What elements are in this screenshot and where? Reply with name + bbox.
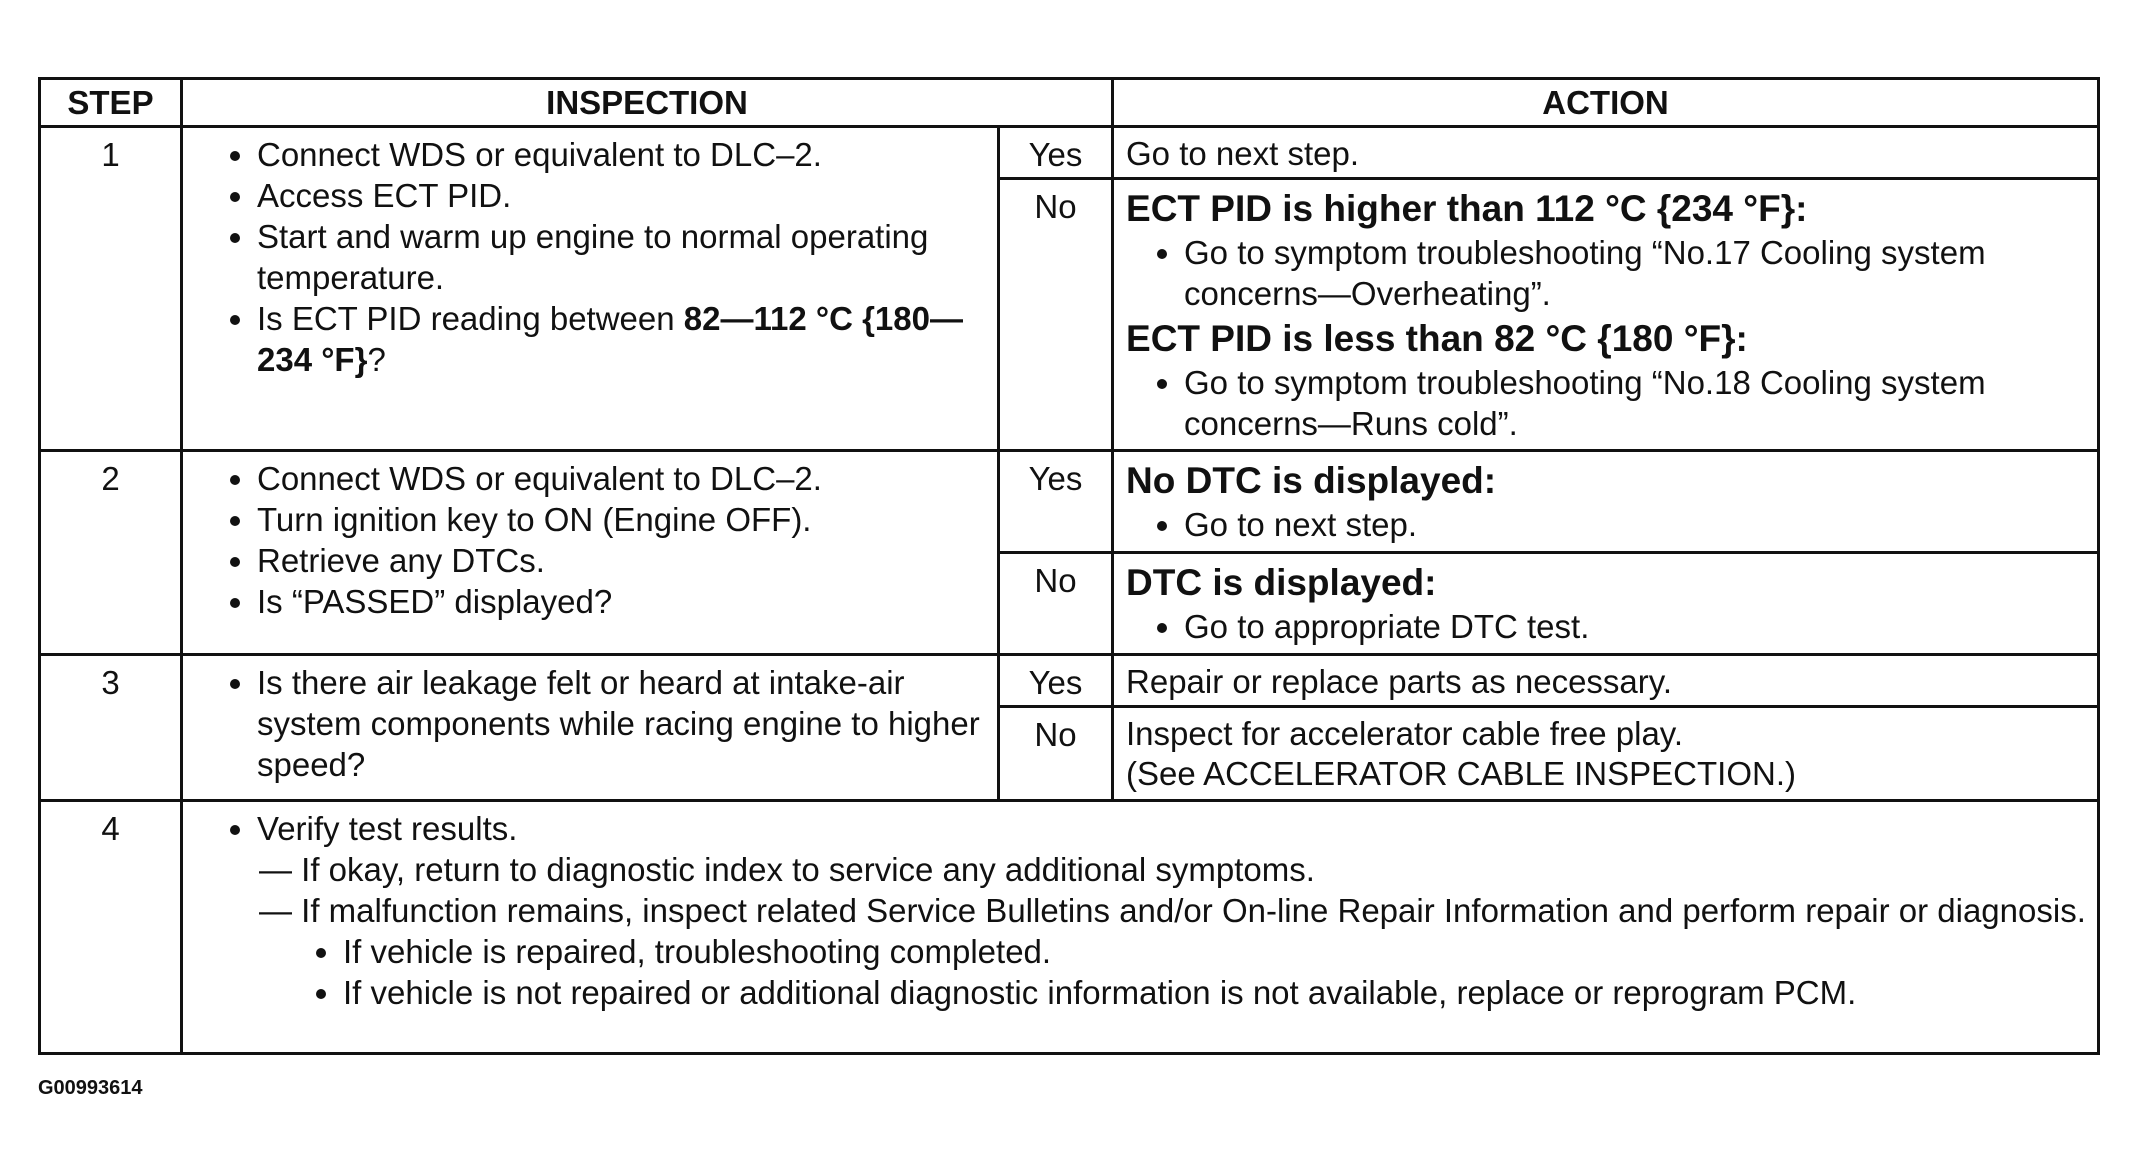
action-item: • Go to appropriate DTC test. [1184, 606, 2083, 647]
inspection-item: • Start and warm up engine to normal operating temperature. [257, 216, 987, 298]
action-text: Inspect for accelerator cable free play. [1126, 715, 1684, 752]
no-label: No [999, 553, 1113, 655]
step-3-inspection [182, 655, 999, 801]
action-text: Repair or replace parts as necessary. [1126, 663, 1672, 700]
yes-action [1113, 655, 2099, 707]
header-row [40, 79, 2099, 127]
sub-item: • If vehicle is not repaired or additional diagnostic information is not available, replace or reprogram PCM. [343, 972, 2087, 1013]
no-label: No [999, 707, 1113, 801]
action-list [1126, 606, 2083, 647]
dash-item: — If okay, return to diagnostic index to service any additional symptoms. [259, 851, 1315, 888]
action-text: Go to next step. [1126, 135, 1359, 172]
step-2-yes-row [40, 451, 2099, 553]
step-2-inspection [182, 451, 999, 655]
step-4-row [40, 801, 2099, 1054]
figure-id: G00993614 [38, 1077, 143, 1099]
step-number: 3 [40, 655, 182, 801]
step-number: 1 [40, 127, 182, 451]
action-heading: ECT PID is higher than 112 °C {234 °F}: [1126, 188, 1808, 229]
header-inspection: INSPECTION [182, 79, 1113, 127]
step-number: 4 [40, 801, 182, 1054]
action-list [1126, 504, 2083, 545]
yes-label: Yes [999, 451, 1113, 553]
action-list [1126, 232, 2083, 314]
inspection-item: • Turn ignition key to ON (Engine OFF). [257, 499, 987, 540]
header-step: STEP [40, 79, 182, 127]
action-list [1126, 362, 2083, 444]
inspection-list [205, 662, 987, 785]
yes-label: Yes [999, 655, 1113, 707]
yes-action [1113, 451, 2099, 553]
header-action: ACTION [1113, 79, 2099, 127]
action-item: • Go to symptom troubleshooting “No.18 Cooling system concerns—Runs cold”. [1184, 362, 2083, 444]
inspection-item: • Connect WDS or equivalent to DLC–2. [257, 458, 987, 499]
yes-label: Yes [999, 127, 1113, 179]
inspection-question-range: 82—112 °C {180—234 °F} [257, 300, 963, 378]
action-text: (See ACCELERATOR CABLE INSPECTION.) [1126, 755, 1796, 792]
inspection-item: • Retrieve any DTCs. [257, 540, 987, 581]
sub-list [205, 931, 2087, 1013]
inspection-question: Is ECT PID reading between [257, 300, 684, 337]
diagnostic-table [38, 77, 2100, 1055]
inspection-item [257, 298, 987, 380]
action-item: • Go to next step. [1184, 504, 2083, 545]
step-4-inspection [182, 801, 2099, 1054]
sub-item: • If vehicle is repaired, troubleshooting completed. [343, 931, 2087, 972]
inspection-item: • Verify test results. [257, 808, 2087, 849]
step-1-yes-row [40, 127, 2099, 179]
no-action [1113, 707, 2099, 801]
no-action [1113, 553, 2099, 655]
inspection-item: • Is there air leakage felt or heard at intake-air system components while racing engine to higher speed? [257, 662, 987, 785]
action-heading: DTC is displayed: [1126, 562, 1437, 603]
inspection-list [205, 808, 2087, 849]
inspection-list [205, 458, 987, 622]
inspection-question-end: ? [367, 341, 386, 378]
inspection-item: • Connect WDS or equivalent to DLC–2. [257, 134, 987, 175]
no-action [1113, 179, 2099, 451]
inspection-item: • Is “PASSED” displayed? [257, 581, 987, 622]
action-heading: No DTC is displayed: [1126, 460, 1497, 501]
inspection-item: • Access ECT PID. [257, 175, 987, 216]
yes-action [1113, 127, 2099, 179]
action-heading: ECT PID is less than 82 °C {180 °F}: [1126, 318, 1748, 359]
step-number: 2 [40, 451, 182, 655]
dash-item: — If malfunction remains, inspect related Service Bulletins and/or On-line Repair Information and perform repair or diagnosis. [259, 892, 2086, 929]
action-item: • Go to symptom troubleshooting “No.17 Cooling system concerns—Overheating”. [1184, 232, 2083, 314]
step-3-yes-row [40, 655, 2099, 707]
step-1-inspection [182, 127, 999, 451]
no-label: No [999, 179, 1113, 451]
inspection-list [205, 134, 987, 380]
